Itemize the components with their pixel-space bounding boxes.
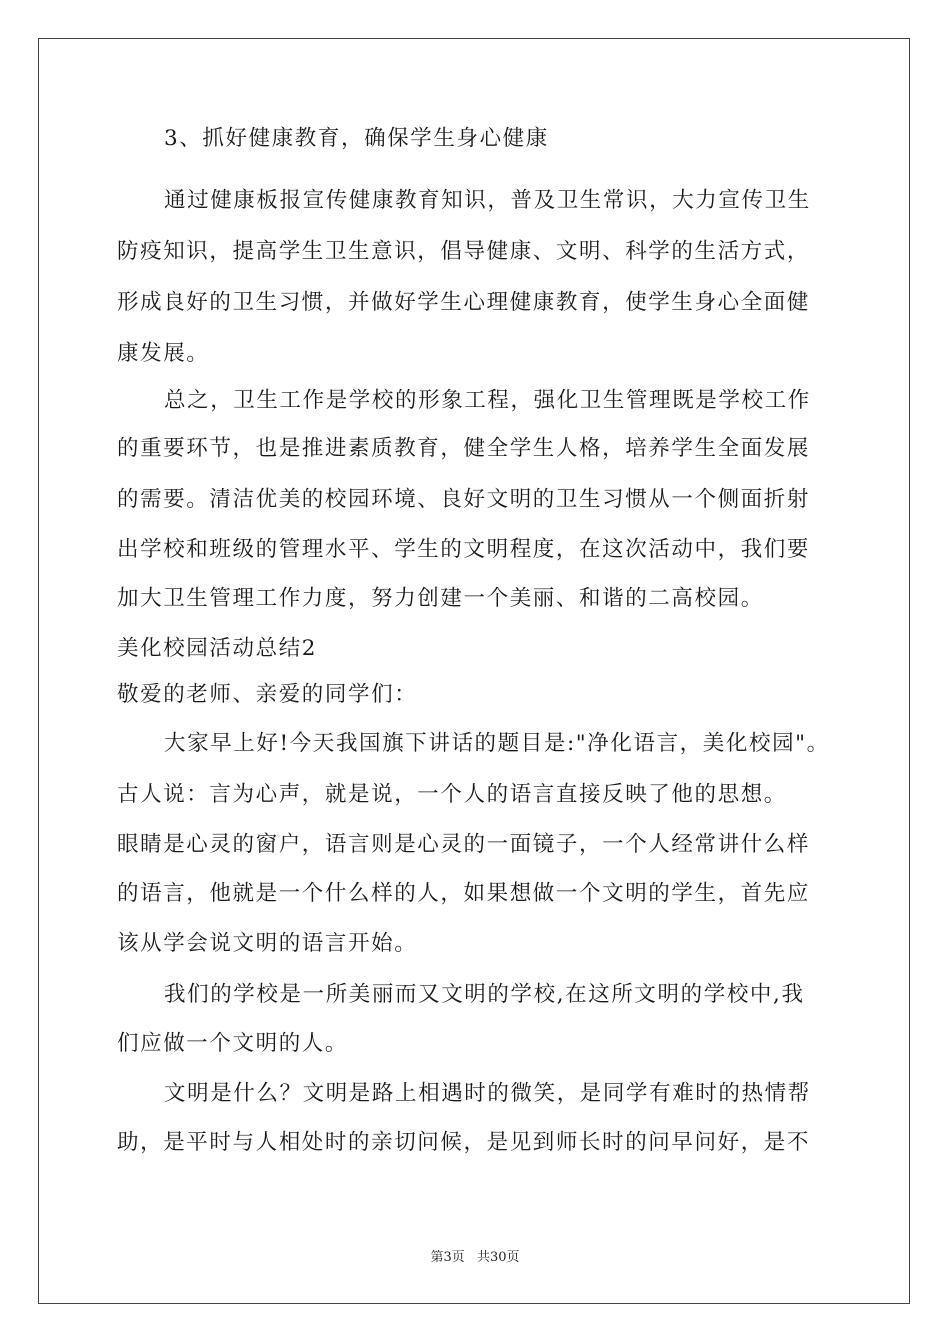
- paragraph-line: 的重要环节，也是推进素质教育，健全学生人格，培养学生全面发展: [117, 436, 811, 461]
- page-footer: [0, 1246, 950, 1265]
- article-title: 美化校园活动总结2: [117, 636, 318, 661]
- paragraph-line: 助，是平时与人相处时的亲切问候，是见到师长时的问早问好，是不: [117, 1130, 811, 1155]
- paragraph-line: 我们的学校是一所美丽而又文明的学校,在这所文明的学校中,我: [164, 982, 805, 1007]
- paragraph-line: 形成良好的卫生习惯，并做好学生心理健康教育，使学生身心全面健: [117, 290, 811, 315]
- salutation: 敬爱的老师、亲爱的同学们：: [117, 682, 418, 707]
- paragraph-line: 的语言，他就是一个什么样的人，如果想做一个文明的学生，首先应: [117, 881, 811, 906]
- paragraph-line: 出学校和班级的管理水平、学生的文明程度，在这次活动中，我们要: [117, 537, 811, 562]
- page-total: 共30页: [476, 1250, 520, 1265]
- paragraph-line: 该从学会说文明的语言开始。: [117, 931, 418, 956]
- section-heading: 3、抓好健康教育，确保学生身心健康: [164, 126, 549, 151]
- paragraph-line: 眼睛是心灵的窗户，语言则是心灵的一面镜子，一个人经常讲什么样: [117, 832, 811, 857]
- paragraph-line: 加大卫生管理工作力度，努力创建一个美丽、和谐的二高校园。: [117, 586, 764, 611]
- paragraph-line: 古人说：言为心声，就是说，一个人的语言直接反映了他的思想。: [117, 782, 787, 807]
- paragraph-line: 通过健康板报宣传健康教育知识，普及卫生常识，大力宣传卫生: [164, 188, 811, 213]
- page-border: [38, 38, 910, 1304]
- paragraph-line: 总之，卫生工作是学校的形象工程，强化卫生管理既是学校工作: [164, 388, 811, 413]
- paragraph-line: 防疫知识，提高学生卫生意识，倡导健康、文明、科学的生活方式，: [117, 239, 811, 264]
- paragraph-line: 们应做一个文明的人。: [117, 1031, 349, 1056]
- paragraph-line: 康发展。: [117, 341, 210, 366]
- paragraph-line: 文明是什么？文明是路上相遇时的微笑，是同学有难时的热情帮: [164, 1081, 811, 1106]
- paragraph-line: 大家早上好!今天我国旗下讲话的题目是:"净化语言，美化校园"。: [164, 731, 830, 756]
- page-number: 第3页: [430, 1250, 465, 1265]
- paragraph-line: 的需要。清洁优美的校园环境、良好文明的卫生习惯从一个侧面折射: [117, 487, 811, 512]
